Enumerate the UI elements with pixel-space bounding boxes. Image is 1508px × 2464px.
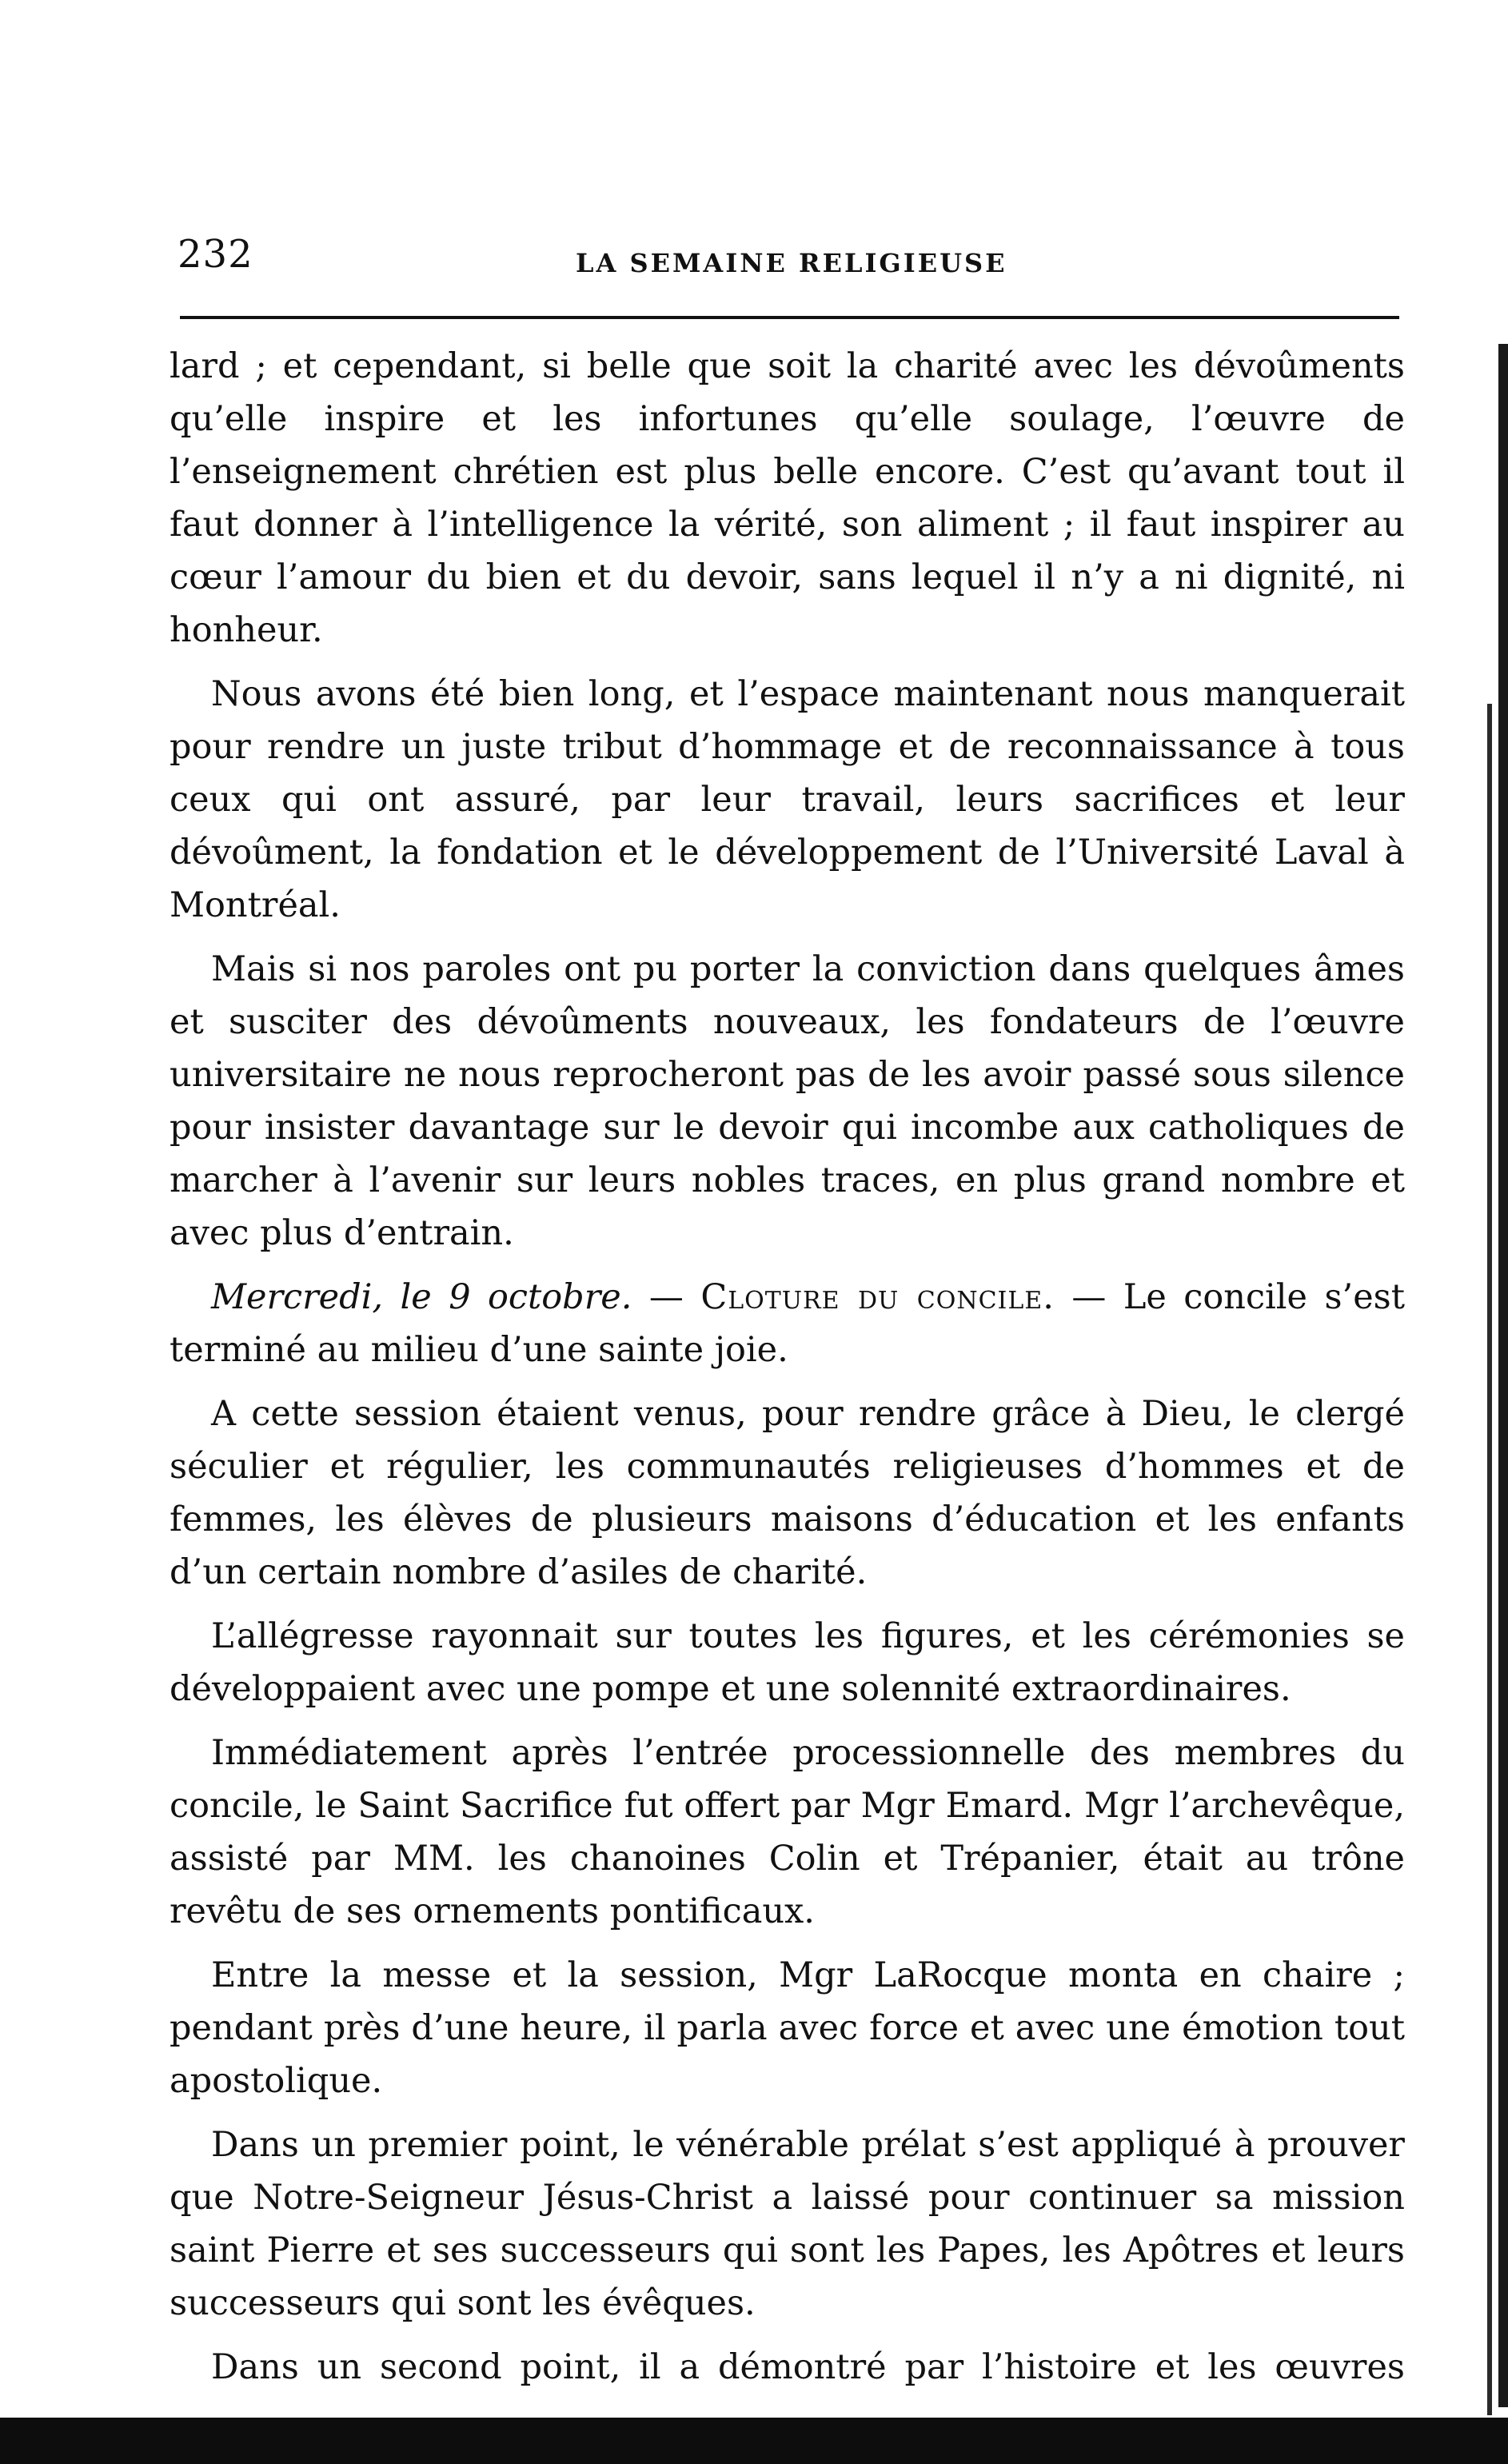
scan-edge-shadow [1498, 344, 1508, 2407]
paragraph: Entre la messe et la session, Mgr LaRocque monta en chaire ; pendant près d’une heure, il parla avec force et avec une émotion tout apostolique. [170, 1955, 1405, 2101]
entry-text: Le concile s’est terminé au milieu d’une sainte joie. [170, 1277, 1405, 1370]
entry-heading: Cloture du concile. [700, 1277, 1055, 1317]
paragraph-truncated: Dans un second point, il a démontré par l’histoire et les œuvres [211, 2347, 1405, 2387]
body-text [170, 340, 1405, 2405]
paragraph: Immédiatement après l’entrée processionnelle des membres du concile, le Saint Sacrifice fut offert par Mgr Emard. Mgr l’archevêque, assisté par MM. les chanoines Colin et Trépanier, était au trône revêtu de ses ornements pontificaux. [170, 1733, 1405, 1931]
scan-bottom-band [0, 2418, 1508, 2464]
paragraph: Dans un premier point, le vénérable prélat s’est appliqué à prouver que Notre-Seigneur Jésus-Christ a laissé pour continuer sa mission saint Pierre et ses successeurs qui sont les Papes, les Apôtres et leurs successeurs qui sont les évêques. [170, 2125, 1405, 2323]
entry-dash: — [632, 1277, 701, 1317]
page-number: 232 [178, 232, 253, 277]
paragraph-continued: lard ; et cependant, si belle que soit la charité avec les dévoûments qu’elle inspire et les infortunes qu’elle soulage, l’œuvre de l’enseignement chrétien est plus belle encore. C’est qu’avant tout il faut donner à l’intelligence la vérité, son aliment ; il faut inspirer au cœur l’amour du bien et du devoir, sans lequel il n’y a ni dignité, ni honheur. [170, 346, 1405, 650]
header-rule [180, 316, 1399, 319]
paragraph: Mais si nos paroles ont pu porter la conviction dans quelques âmes et susciter des dévoûments nouveaux, les fondateurs de l’œuvre universitaire ne nous reprocheront pas de les avoir passé sous silence pour insister davantage sur le devoir qui incombe aux catholiques de marcher à l’avenir sur leurs nobles traces, en plus grand nombre et avec plus d’entrain. [170, 949, 1405, 1253]
paragraph: A cette session étaient venus, pour rendre grâce à Dieu, le clergé séculier et régulier, les communautés religieuses d’hommes et de femmes, les élèves de plusieurs maisons d’éducation et les enfants d’un certain nombre d’asiles de charité. [170, 1394, 1405, 1592]
paragraph: Nous avons été bien long, et l’espace maintenant nous manquerait pour rendre un juste tribut d’hommage et de reconnaissance à tous ceux qui ont assuré, par leur travail, leurs sacrifices et leur dévoûment, la fondation et le développement de l’Université Laval à Montréal. [170, 674, 1405, 925]
entry-dash: — [1054, 1277, 1123, 1317]
paragraph: L’allégresse rayonnait sur toutes les figures, et les cérémonies se développaient avec une pompe et une solennité extraordinaires. [170, 1616, 1405, 1709]
entry-date: Mercredi, le 9 octobre. [211, 1277, 632, 1317]
running-header: LA SEMAINE RELIGIEUSE [576, 248, 1007, 278]
scan-edge-shadow [1487, 704, 1492, 2415]
dated-entry [170, 1271, 1405, 1376]
